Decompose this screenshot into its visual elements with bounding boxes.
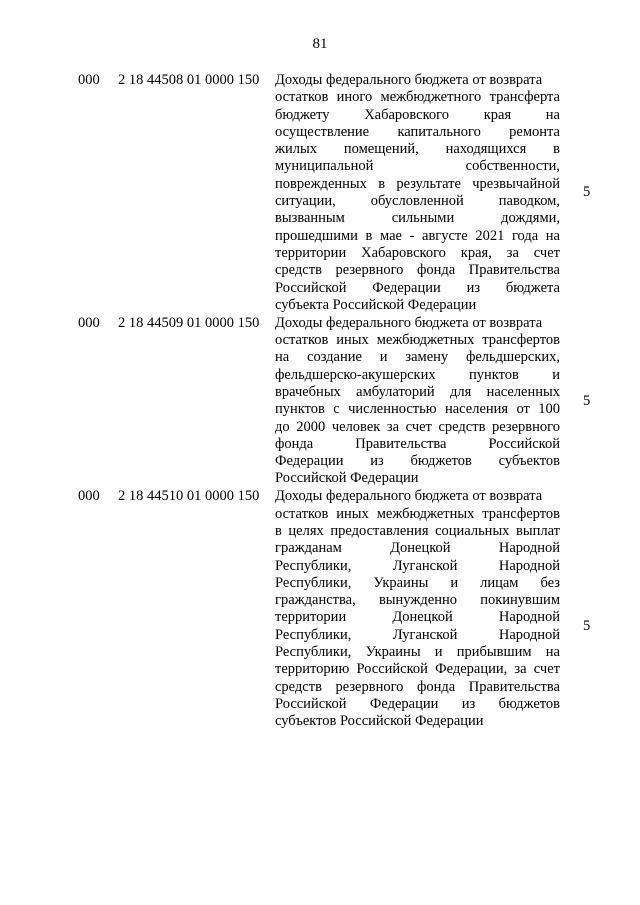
description-line: Доходы федерального бюджета от возврата [275,488,543,505]
description-line: гражданства, вынужденно покинувшим [275,592,560,609]
description-line: субъектов Российской Федерации [275,713,484,730]
description-line: Федерации из бюджетов субъектов [275,453,560,470]
description-line: пунктов с численностью населения от 100 [275,401,560,418]
description-line: фонда Правительства Российской [275,435,560,452]
description-line: муниципальной собственности, [275,158,560,175]
income-description [275,315,560,488]
table-row [0,488,640,730]
description-line: территории Хабаровского края, за счет [275,244,560,261]
budget-classification-code: 2 18 44508 01 0000 150 [118,72,260,88]
description-line: территорию Российской Федерации, за счет [275,661,560,678]
admin-code: 000 [78,72,100,88]
description-line: Республики, Луганской Народной [275,557,560,574]
amount-value: 5 [583,184,591,200]
description-line: жилых помещений, находящихся в [275,141,560,158]
description-line: Республики, Луганской Народной [275,626,560,643]
description-line: на создание и замену фельдшерских, [275,349,560,366]
description-line: до 2000 человек за счет средств резервного [275,418,560,435]
description-line: врачебных амбулаторий для населенных [275,383,560,400]
description-line: остатков иных межбюджетных трансфертов [275,505,560,522]
description-line: ситуации, обусловленной паводком, [275,193,560,210]
description-line: субъекта Российской Федерации [275,296,477,313]
income-description [275,72,560,314]
admin-code: 000 [78,488,100,505]
description-line: фельдшерско-акушерских пунктов и [275,366,560,383]
description-line: Российской Федерации [275,470,419,487]
admin-code: 000 [78,314,100,331]
budget-classification-code: 2 18 44510 01 0000 150 [118,488,260,505]
description-line: территории Донецкой Народной [275,609,560,626]
description-line: остатков иных межбюджетных трансфертов [275,332,560,349]
budget-classification-code: 2 18 44509 01 0000 150 [118,314,260,331]
description-line: Республики, Украины и прибывшим на [275,644,560,661]
page-number: 81 [312,36,328,52]
amount-value: 5 [583,392,591,409]
description-line: средств резервного фонда Правительства [275,678,560,695]
table-row [0,315,640,488]
description-line: прошедшими в мае - августе 2021 года на [275,227,560,244]
description-line: Республики, Украины и лицам без [275,574,560,591]
description-line: поврежденных в результате чрезвычайной [275,175,560,192]
description-line: гражданам Донецкой Народной [275,540,560,557]
description-line: Доходы федерального бюджета от возврата [275,72,543,88]
description-line: осуществление капитального ремонта [275,123,560,140]
description-line: Доходы федерального бюджета от возврата [275,314,543,331]
description-line: средств резервного фонда Правительства [275,262,560,279]
description-line: Российской Федерации из бюджетов [275,695,560,712]
description-line: бюджету Хабаровского края на [275,106,560,123]
description-line: Российской Федерации из бюджета [275,279,560,296]
table-row [0,72,640,314]
description-line: вызванным сильными дождями, [275,210,560,227]
income-description [275,488,560,730]
description-line: остатков иного межбюджетного трансферта [275,89,560,106]
description-line: в целях предоставления социальных выплат [275,522,560,539]
amount-value: 5 [583,618,591,635]
